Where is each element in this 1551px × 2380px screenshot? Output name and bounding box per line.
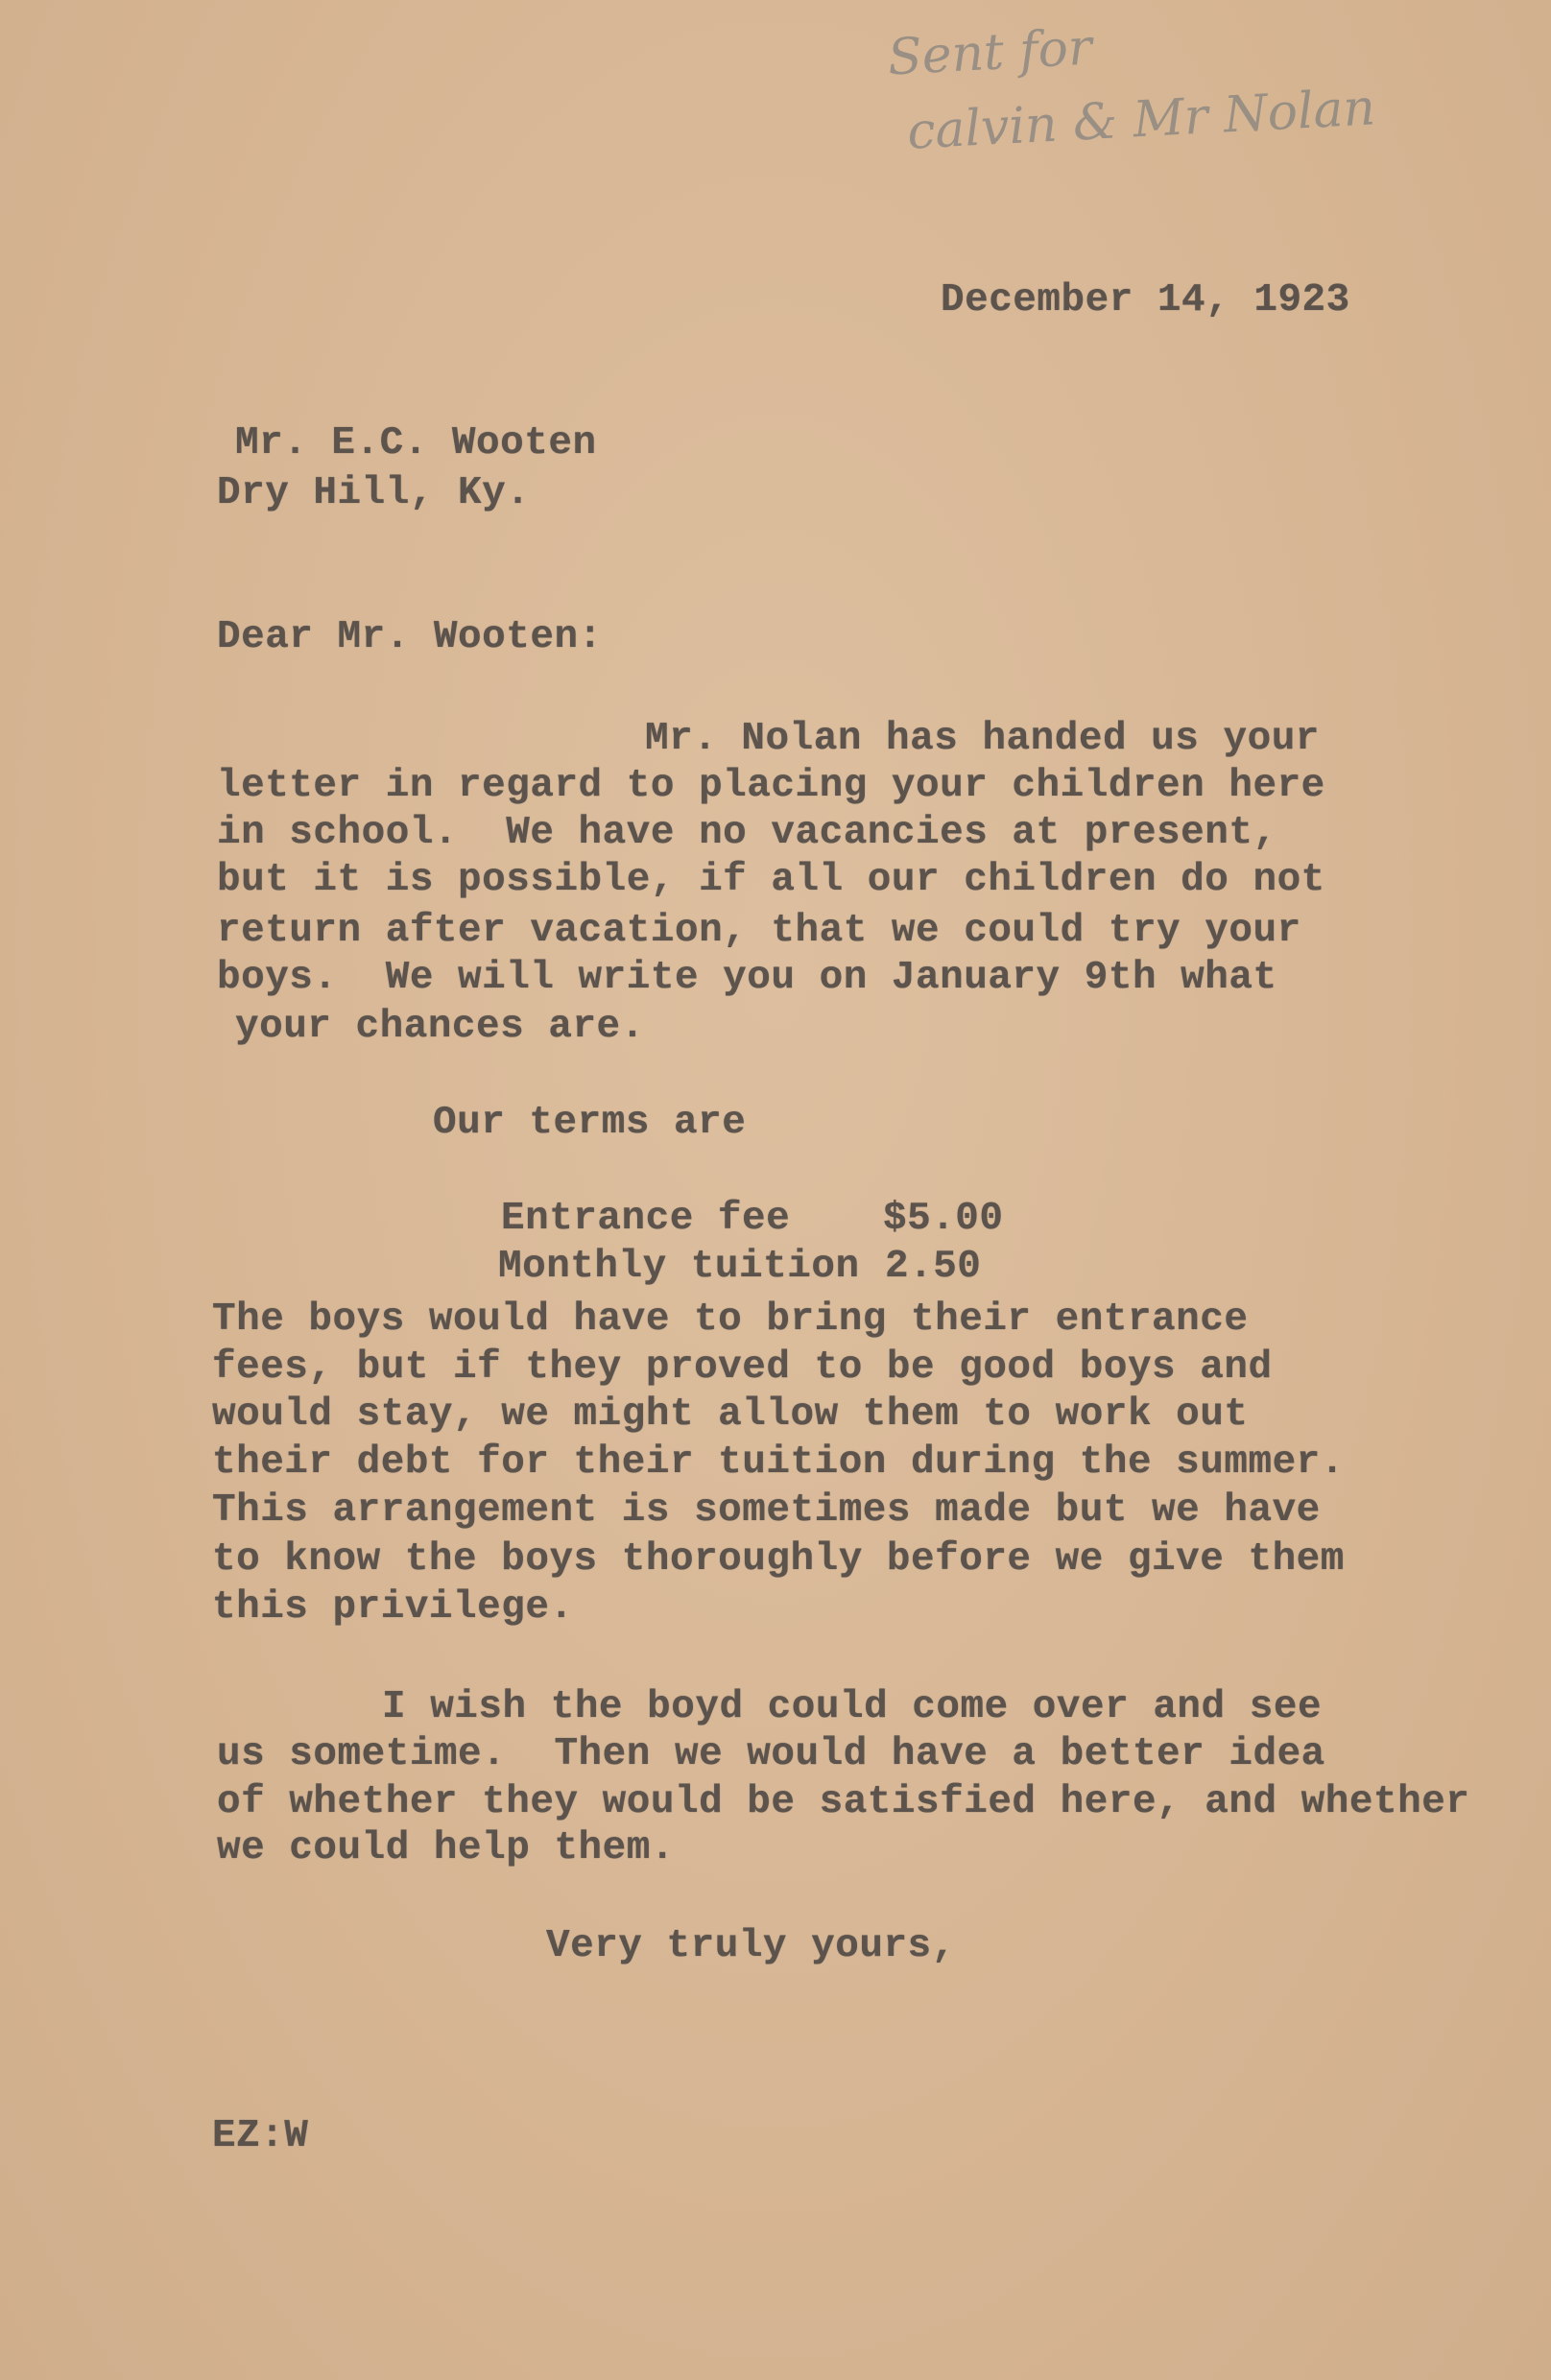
paragraph3-line: I wish the boyd could come over and see [382, 1685, 1323, 1729]
paragraph2-line: fees, but if they proved to be good boys and [212, 1345, 1273, 1390]
paragraph3-line: we could help them. [217, 1826, 675, 1870]
term-label: Monthly tuition [498, 1245, 860, 1289]
paragraph2-line: would stay, we might allow them to work out [212, 1392, 1249, 1437]
paragraph1-line: return after vacation, that we could try your [217, 909, 1301, 953]
paragraph1-line: but it is possible, if all our children do not [217, 858, 1325, 902]
paragraph2-line: their debt for their tuition during the summer. [212, 1440, 1345, 1485]
paragraph2-line: This arrangement is sometimes made but we have [212, 1488, 1321, 1533]
paragraph1-line: letter in regard to placing your children here [217, 764, 1325, 808]
paragraph1-line: Mr. Nolan has handed us your [645, 717, 1320, 761]
term-label: Entrance fee [501, 1197, 791, 1241]
recipient-address: Dry Hill, Ky. [217, 471, 531, 515]
handwritten-note-line-2: calvin & Mr Nolan [905, 79, 1377, 161]
terms-intro: Our terms are [433, 1101, 747, 1145]
paragraph1-line: in school. We have no vacancies at present, [217, 811, 1277, 855]
paragraph3-line: us sometime. Then we would have a better idea [217, 1732, 1325, 1776]
handwritten-note-line-1: Sent for [886, 18, 1094, 87]
term-amount: 2.50 [885, 1245, 982, 1289]
letter-date: December 14, 1923 [941, 278, 1350, 322]
paragraph3-line: of whether they would be satisfied here, and whether [217, 1780, 1470, 1824]
paragraph2-line: The boys would have to bring their entrance [212, 1297, 1249, 1342]
salutation: Dear Mr. Wooten: [217, 615, 603, 659]
closing: Very truly yours, [546, 1924, 956, 1968]
typist-initials: EZ:W [212, 2114, 309, 2158]
recipient-name: Mr. E.C. Wooten [235, 421, 597, 465]
paragraph1-line: boys. We will write you on January 9th what [217, 956, 1277, 1000]
paragraph1-line: your chances are. [235, 1005, 645, 1049]
term-amount: $5.00 [883, 1197, 1004, 1241]
paragraph2-line: to know the boys thoroughly before we give them [212, 1537, 1345, 1582]
paragraph2-line: this privilege. [212, 1585, 574, 1630]
